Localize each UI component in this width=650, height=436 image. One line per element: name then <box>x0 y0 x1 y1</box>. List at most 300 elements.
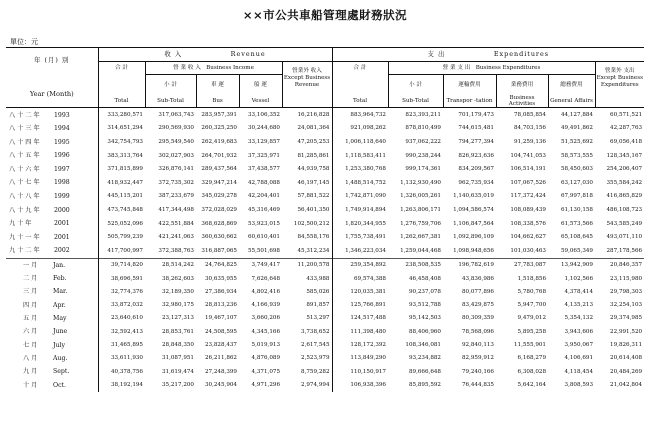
value-cell: 834,209,567 <box>458 166 494 173</box>
value-cell: 345,029,278 <box>201 193 237 200</box>
value-cell: 23,127,313 <box>161 315 194 322</box>
value-cell: 24,764,825 <box>196 258 239 272</box>
business-exp-en: Business Expenditures <box>475 64 541 71</box>
value-cell: 418,932,447 <box>107 179 143 186</box>
value-cell: 82,959,912 <box>461 355 494 362</box>
year-row <box>6 163 644 177</box>
period-label <box>6 365 98 378</box>
value-cell: 20,846,357 <box>595 258 644 272</box>
period-zh: 九 十 年 <box>9 220 32 228</box>
value-cell: 1,263,806,171 <box>400 207 441 214</box>
exp-subtotal-en: Sub-Total <box>388 95 443 108</box>
value-cell: 990,238,244 <box>405 152 441 159</box>
general-en: General Affairs <box>548 95 595 108</box>
value-cell: 33,872,032 <box>110 302 143 309</box>
year-row <box>6 108 644 122</box>
value-cell: 113,849,290 <box>350 355 386 362</box>
value-cell: 4,971,296 <box>251 381 280 388</box>
value-cell: 42,204,401 <box>247 193 280 200</box>
value-cell: 33,129,857 <box>247 139 280 146</box>
month-row <box>6 299 644 312</box>
value-cell: 2,974,994 <box>282 378 332 391</box>
period-label <box>6 378 98 391</box>
period-en: 2000 <box>54 206 70 214</box>
value-cell: 128,172,392 <box>350 342 386 349</box>
value-cell: 4,135,213 <box>564 302 593 309</box>
value-cell: 30,245,904 <box>204 381 237 388</box>
period-label <box>6 352 98 365</box>
period-zh: 十 月 <box>23 381 38 389</box>
rev-total-zh: 合 計 <box>98 62 145 75</box>
value-cell: 372,028,029 <box>201 207 237 214</box>
value-cell: 107,067,526 <box>510 179 546 186</box>
value-cell: 104,662,627 <box>510 234 546 241</box>
value-cell: 16,216,828 <box>282 108 332 122</box>
period-zh: 八 十 六 年 <box>9 165 40 173</box>
finance-table <box>6 47 644 392</box>
period-zh: 六 月 <box>23 328 38 336</box>
value-cell: 4,876,089 <box>251 355 280 362</box>
value-cell: 417,344,498 <box>158 207 194 214</box>
value-cell: 295,549,540 <box>158 139 194 146</box>
value-cell: 1,742,871,090 <box>345 193 386 200</box>
period-label <box>6 285 98 298</box>
period-label <box>6 244 98 258</box>
year-row <box>6 217 644 231</box>
period-label <box>6 217 98 231</box>
value-cell: 24,081,364 <box>282 122 332 136</box>
table-body <box>6 108 644 392</box>
activities-en: Business Activities <box>496 95 548 108</box>
value-cell: 383,313,764 <box>107 152 143 159</box>
period-label <box>6 258 98 272</box>
value-cell: 30,635,955 <box>204 275 237 282</box>
value-cell: 106,938,396 <box>350 381 386 388</box>
period-en: Apr. <box>53 301 66 309</box>
year-header <box>6 48 98 108</box>
value-cell: 891,857 <box>282 299 332 312</box>
value-cell: 65,108,645 <box>560 234 593 241</box>
value-cell: 78,568,096 <box>461 328 494 335</box>
value-cell: 1,092,896,109 <box>453 234 494 241</box>
exp-subtotal-zh: 小 計 <box>388 75 443 96</box>
value-cell: 29,798,303 <box>610 288 643 295</box>
except-exp-en: Except Business Expenditures <box>596 75 643 88</box>
value-cell: 1,488,514,752 <box>345 179 386 186</box>
value-cell: 1,749,914,894 <box>345 207 386 214</box>
value-cell: 49,491,862 <box>560 125 593 132</box>
value-cell: 1,102,566 <box>564 275 593 282</box>
value-cell: 254,206,407 <box>606 166 643 173</box>
value-cell: 1,326,005,261 <box>400 193 441 200</box>
business-income-zh: 營 業 收 入 <box>173 64 201 71</box>
value-cell: 92,840,113 <box>461 342 494 349</box>
period-en: 2002 <box>54 247 70 255</box>
period-en: Sept. <box>53 368 70 376</box>
value-cell: 473,745,848 <box>107 207 143 214</box>
value-cell: 93,234,882 <box>408 355 441 362</box>
value-cell: 7,626,648 <box>251 275 280 282</box>
value-cell: 108,346,081 <box>405 342 441 349</box>
transport-en: Transpor -tation <box>443 95 496 108</box>
value-cell: 1,755,738,491 <box>345 234 386 241</box>
value-cell: 27,248,399 <box>204 368 237 375</box>
except-rev-header <box>282 62 332 96</box>
value-cell: 283,957,391 <box>201 111 237 118</box>
value-cell: 80,077,896 <box>461 288 494 295</box>
value-cell: 416,865,829 <box>606 193 643 200</box>
value-cell: 128,345,167 <box>606 152 643 159</box>
value-cell: 22,991,520 <box>610 328 643 335</box>
activities-zh: 業務費用 <box>496 75 548 96</box>
value-cell: 33,106,352 <box>247 111 280 118</box>
except-rev-zh: 營業外 收入 <box>292 68 322 75</box>
period-label <box>6 231 98 245</box>
value-cell: 111,398,480 <box>350 328 386 335</box>
value-cell: 125,766,891 <box>350 302 386 309</box>
value-cell: 58,573,555 <box>560 152 593 159</box>
period-en: 1999 <box>54 193 70 201</box>
value-cell: 117,372,424 <box>510 193 546 200</box>
value-cell: 3,660,206 <box>251 315 280 322</box>
value-cell: 91,259,136 <box>513 139 546 146</box>
value-cell: 823,393,211 <box>405 111 441 118</box>
value-cell: 4,166,939 <box>251 302 280 309</box>
value-cell: 104,741,053 <box>510 152 546 159</box>
period-label <box>6 299 98 312</box>
period-en: Mar. <box>53 288 68 296</box>
value-cell: 59,065,349 <box>560 247 593 254</box>
value-cell: 8,759,282 <box>282 365 332 378</box>
value-cell: 302,027,903 <box>158 152 194 159</box>
value-cell: 5,780,768 <box>517 288 546 295</box>
value-cell: 4,118,454 <box>564 368 593 375</box>
value-cell: 76,444,835 <box>461 381 494 388</box>
value-cell: 2,523,979 <box>282 352 332 365</box>
value-cell: 38,192,194 <box>110 381 143 388</box>
value-cell: 360,630,662 <box>201 234 237 241</box>
value-cell: 4,106,691 <box>564 355 593 362</box>
value-cell: 84,703,156 <box>513 125 546 132</box>
value-cell: 40,378,756 <box>110 368 143 375</box>
value-cell: 56,401,350 <box>282 203 332 217</box>
value-cell: 355,584,242 <box>606 179 643 186</box>
value-cell: 23,640,610 <box>110 315 143 322</box>
value-cell: 5,019,913 <box>251 342 280 349</box>
period-label <box>6 339 98 352</box>
value-cell: 23,828,437 <box>204 342 237 349</box>
bus-en: Bus <box>196 95 239 108</box>
month-row <box>6 365 644 378</box>
value-cell: 5,354,132 <box>564 315 593 322</box>
value-cell: 5,895,258 <box>517 328 546 335</box>
value-cell: 4,802,416 <box>251 288 280 295</box>
value-cell: 61,573,566 <box>560 220 593 227</box>
value-cell: 326,876,141 <box>158 166 194 173</box>
value-cell: 3,738,652 <box>282 325 332 338</box>
value-cell: 11,200,578 <box>282 258 332 272</box>
value-cell: 63,127,030 <box>560 179 593 186</box>
value-cell: 28,848,350 <box>161 342 194 349</box>
value-cell: 371,815,899 <box>107 166 143 173</box>
value-cell: 45,316,469 <box>247 207 280 214</box>
value-cell: 53,923,015 <box>247 220 280 227</box>
value-cell: 24,508,595 <box>204 328 237 335</box>
value-cell: 20,614,408 <box>610 355 643 362</box>
value-cell: 58,450,603 <box>560 166 593 173</box>
value-cell: 1,118,583,411 <box>345 152 386 159</box>
period-en: Oct. <box>53 381 66 389</box>
value-cell: 314,651,294 <box>107 125 143 132</box>
value-cell: 89,666,648 <box>408 368 441 375</box>
value-cell: 585,026 <box>282 285 332 298</box>
revenue-zh: 收 入 <box>164 49 183 58</box>
except-rev-en: Except Business Revenue <box>283 75 331 88</box>
except-exp-header <box>595 62 644 96</box>
subtotal-zh: 小 計 <box>145 75 196 96</box>
value-cell: 513,297 <box>282 312 332 325</box>
value-cell: 69,574,388 <box>353 275 386 282</box>
value-cell: 44,939,758 <box>282 163 332 177</box>
value-cell: 37,438,577 <box>247 166 280 173</box>
value-cell: 32,254,103 <box>610 302 643 309</box>
value-cell: 26,211,862 <box>204 355 237 362</box>
value-cell: 11,555,901 <box>513 342 546 349</box>
value-cell: 78,085,854 <box>513 111 546 118</box>
value-cell: 81,285,861 <box>282 149 332 163</box>
value-cell: 826,923,636 <box>458 152 494 159</box>
page-title: ××市公共車船管理處財務狀況 <box>242 8 408 22</box>
value-cell: 4,378,414 <box>564 288 593 295</box>
general-zh: 總務費用 <box>548 75 595 96</box>
value-cell: 878,810,499 <box>405 125 441 132</box>
month-row <box>6 258 644 272</box>
month-row <box>6 339 644 352</box>
value-cell: 51,525,692 <box>560 139 593 146</box>
period-zh: 八 十 二 年 <box>9 111 40 119</box>
year-row <box>6 190 644 204</box>
rev-total-en: Total <box>98 95 145 108</box>
exp-total-zh: 合 計 <box>332 62 388 75</box>
value-cell: 1,140,635,019 <box>453 193 494 200</box>
period-zh: 九 月 <box>23 368 38 376</box>
value-cell: 42,287,763 <box>610 125 643 132</box>
except-exp-zh: 營業外 支出 <box>604 68 635 75</box>
subtotal-en: Sub-Total <box>145 95 196 108</box>
value-cell: 342,754,793 <box>107 139 143 146</box>
value-cell: 38,696,591 <box>110 275 143 282</box>
value-cell: 32,592,413 <box>110 328 143 335</box>
month-row <box>6 378 644 391</box>
value-cell: 264,701,932 <box>201 152 237 159</box>
value-cell: 88,406,960 <box>408 328 441 335</box>
unit-label: 單位：元 <box>10 38 38 46</box>
expend-zh: 支 出 <box>427 49 446 58</box>
value-cell: 937,062,222 <box>405 139 441 146</box>
period-label <box>6 312 98 325</box>
period-zh: 八 十 八 年 <box>9 193 40 201</box>
value-cell: 31,465,895 <box>110 342 143 349</box>
revenue-en: Revenue <box>230 49 266 58</box>
business-income-header <box>145 62 282 75</box>
period-zh: 二 月 <box>23 275 38 283</box>
value-cell: 32,189,350 <box>161 288 194 295</box>
period-label <box>6 149 98 163</box>
period-zh: 九 十 一 年 <box>9 233 40 241</box>
value-cell: 5,642,164 <box>517 381 546 388</box>
period-en: July <box>53 341 65 349</box>
business-income-en: Business Income <box>206 64 254 71</box>
period-en: 2001 <box>54 220 70 228</box>
period-label <box>6 203 98 217</box>
value-cell: 19,467,107 <box>204 315 237 322</box>
value-cell: 28,853,761 <box>161 328 194 335</box>
value-cell: 38,262,603 <box>161 275 194 282</box>
value-cell: 45,312,234 <box>282 244 332 258</box>
year-row <box>6 203 644 217</box>
value-cell: 260,325,250 <box>201 125 237 132</box>
value-cell: 67,997,818 <box>560 193 593 200</box>
period-en: 1996 <box>54 152 70 160</box>
value-cell: 3,950,067 <box>564 342 593 349</box>
value-cell: 33,611,930 <box>110 355 143 362</box>
year-row <box>6 231 644 245</box>
period-zh: 三 月 <box>23 288 38 296</box>
value-cell: 794,277,394 <box>458 139 494 146</box>
value-cell: 4,345,166 <box>251 328 280 335</box>
value-cell: 28,514,242 <box>145 258 196 272</box>
value-cell: 421,241,063 <box>158 234 194 241</box>
value-cell: 701,179,473 <box>458 111 494 118</box>
value-cell: 262,419,683 <box>201 139 237 146</box>
month-row <box>6 285 644 298</box>
value-cell: 493,071,110 <box>606 234 643 241</box>
value-cell: 85,895,592 <box>408 381 441 388</box>
value-cell: 20,484,269 <box>610 368 643 375</box>
value-cell: 44,127,884 <box>560 111 593 118</box>
value-cell: 387,233,679 <box>158 193 194 200</box>
value-cell: 102,500,212 <box>282 217 332 231</box>
value-cell: 46,197,145 <box>282 176 332 190</box>
value-cell: 31,619,474 <box>161 368 194 375</box>
value-cell: 106,514,191 <box>510 166 546 173</box>
period-en: 1993 <box>54 111 70 119</box>
expend-en: Expenditures <box>493 49 550 58</box>
year-row <box>6 244 644 258</box>
value-cell: 13,942,909 <box>548 258 595 272</box>
month-row <box>6 325 644 338</box>
value-cell: 84,558,176 <box>282 231 332 245</box>
value-cell: 238,508,535 <box>388 258 443 272</box>
transport-zh: 運輸費用 <box>443 75 496 96</box>
period-zh: 九 十 二 年 <box>9 247 40 255</box>
period-label <box>6 190 98 204</box>
value-cell: 3,943,606 <box>564 328 593 335</box>
value-cell: 1,098,948,656 <box>453 247 494 254</box>
value-cell: 37,325,971 <box>247 152 280 159</box>
value-cell: 108,338,576 <box>510 220 546 227</box>
period-en: 2001 <box>54 233 70 241</box>
value-cell: 6,168,279 <box>517 355 546 362</box>
period-en: June <box>53 328 68 336</box>
period-label <box>6 325 98 338</box>
value-cell: 1,262,667,381 <box>400 234 441 241</box>
period-label <box>6 122 98 136</box>
value-cell: 999,174,361 <box>405 166 441 173</box>
value-cell: 60,571,521 <box>610 111 643 118</box>
value-cell: 29,374,985 <box>610 315 643 322</box>
value-cell: 921,098,262 <box>350 125 386 132</box>
period-zh: 八 十 九 年 <box>9 206 40 214</box>
value-cell: 744,615,481 <box>458 125 494 132</box>
period-en: Feb. <box>53 275 67 283</box>
value-cell: 32,774,376 <box>110 288 143 295</box>
value-cell: 505,799,239 <box>107 234 143 241</box>
value-cell: 21,042,804 <box>610 381 643 388</box>
value-cell: 329,947,214 <box>201 179 237 186</box>
value-cell: 108,089,439 <box>510 207 546 214</box>
value-cell: 3,808,593 <box>564 381 593 388</box>
period-zh: 七 月 <box>23 341 38 349</box>
period-zh: 八 十 七 年 <box>9 179 40 187</box>
value-cell: 28,813,236 <box>204 302 237 309</box>
value-cell: 23,115,980 <box>610 275 643 282</box>
value-cell: 422,551,884 <box>158 220 194 227</box>
value-cell: 90,237,078 <box>408 288 441 295</box>
value-cell: 1,259,044,468 <box>400 247 441 254</box>
value-cell: 287,178,566 <box>606 247 643 254</box>
month-row <box>6 272 644 285</box>
value-cell: 290,569,930 <box>158 125 194 132</box>
value-cell: 120,035,381 <box>350 288 386 295</box>
period-zh: 五 月 <box>23 315 38 323</box>
value-cell: 3,749,417 <box>239 258 282 272</box>
value-cell: 1,094,586,574 <box>453 207 494 214</box>
value-cell: 543,585,249 <box>606 220 643 227</box>
value-cell: 962,735,934 <box>458 179 494 186</box>
period-en: May <box>53 315 67 323</box>
business-exp-zh: 營 業 支 出 <box>442 64 471 71</box>
value-cell: 60,610,401 <box>247 234 280 241</box>
period-en: Aug. <box>53 354 68 362</box>
value-cell: 79,240,166 <box>461 368 494 375</box>
value-cell: 1,253,380,768 <box>345 166 386 173</box>
value-cell: 31,087,951 <box>161 355 194 362</box>
vessel-zh: 船 運 <box>239 75 282 96</box>
year-row <box>6 135 644 149</box>
value-cell: 486,108,723 <box>606 207 643 214</box>
year-row <box>6 176 644 190</box>
value-cell: 1,006,118,640 <box>345 139 386 146</box>
value-cell: 289,437,564 <box>201 166 237 173</box>
value-cell: 61,130,158 <box>560 207 593 214</box>
year-row <box>6 149 644 163</box>
value-cell: 1,346,223,034 <box>345 247 386 254</box>
period-label <box>6 272 98 285</box>
expenditures-group-header <box>332 48 644 62</box>
period-label <box>6 176 98 190</box>
value-cell: 1,820,344,955 <box>345 220 386 227</box>
value-cell: 95,142,503 <box>408 315 441 322</box>
value-cell: 1,106,847,564 <box>453 220 494 227</box>
value-cell: 196,782,619 <box>443 258 496 272</box>
period-label <box>6 108 98 122</box>
value-cell: 42,788,088 <box>247 179 280 186</box>
value-cell: 5,947,700 <box>517 302 546 309</box>
value-cell: 1,132,930,490 <box>400 179 441 186</box>
period-zh: 四 月 <box>23 301 38 309</box>
period-zh: 一 月 <box>23 261 38 269</box>
